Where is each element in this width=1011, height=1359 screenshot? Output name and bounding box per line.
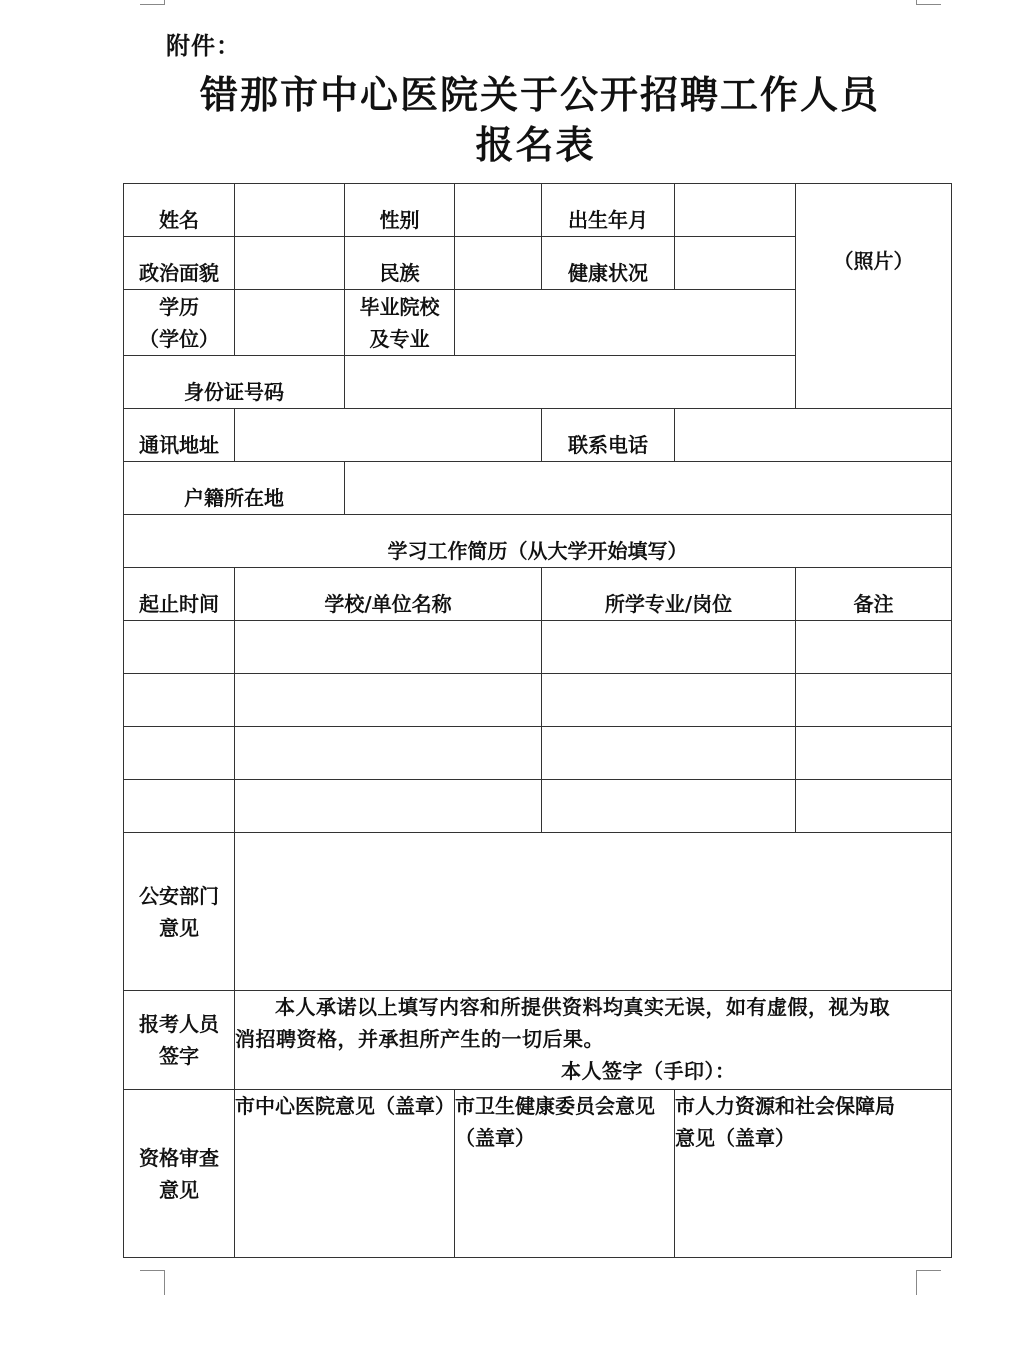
resume-section-title: 学习工作简历（从大学开始填写）: [124, 515, 952, 568]
political-label: 政治面貌: [124, 237, 235, 290]
crop-mark-top-right: [916, 0, 941, 5]
address-label: 通讯地址: [124, 409, 235, 462]
resume-major-cell[interactable]: [542, 621, 796, 674]
political-field[interactable]: [235, 237, 345, 290]
resume-note-cell[interactable]: [796, 674, 952, 727]
police-label-line2: 意见: [159, 915, 199, 940]
id-label: 身份证号码: [124, 356, 345, 409]
education-label: [124, 290, 235, 356]
promise-line1: 本人承诺以上填写内容和所提供资料均真实无误，如有虚假，视为取: [275, 995, 890, 1019]
health-commission-opinion-cell[interactable]: [455, 1090, 675, 1258]
name-label: 姓名: [124, 184, 235, 237]
school-label-line2: 及专业: [369, 326, 430, 351]
resume-major-cell[interactable]: [542, 780, 796, 833]
phone-field[interactable]: [675, 409, 952, 462]
review-label-line2: 意见: [159, 1177, 199, 1202]
resume-note-cell[interactable]: [796, 727, 952, 780]
school-field[interactable]: [455, 290, 796, 356]
crop-mark-top-left: [140, 0, 165, 5]
resume-school-cell[interactable]: [235, 621, 542, 674]
photo-box[interactable]: [796, 184, 952, 409]
health-label: 健康状况: [542, 237, 675, 290]
education-label-line2: （学位）: [139, 326, 219, 351]
ethnicity-label: 民族: [345, 237, 455, 290]
resume-row: [124, 780, 952, 833]
address-field[interactable]: [235, 409, 542, 462]
col-note-header: 备注: [796, 568, 952, 621]
resume-time-cell[interactable]: [124, 674, 235, 727]
hr-bureau-opinion-cell[interactable]: [675, 1090, 952, 1258]
hospital-opinion-label: 市中心医院意见（盖章）: [235, 1094, 455, 1118]
health-commission-label-line1: 市卫生健康委员会意见: [455, 1094, 655, 1118]
health-field[interactable]: [675, 237, 796, 290]
photo-label: （照片）: [833, 249, 914, 273]
promise-line2: 消招聘资格，并承担所产生的一切后果。: [235, 1027, 604, 1051]
resume-major-cell[interactable]: [542, 674, 796, 727]
review-label-line1: 资格审查: [139, 1145, 219, 1170]
resume-time-cell[interactable]: [124, 621, 235, 674]
applicant-sign-label: [124, 991, 235, 1090]
name-field[interactable]: [235, 184, 345, 237]
gender-field[interactable]: [455, 184, 542, 237]
education-field[interactable]: [235, 290, 345, 356]
crop-mark-bottom-right: [916, 1270, 941, 1295]
resume-row: [124, 621, 952, 674]
promise-statement[interactable]: [235, 991, 952, 1090]
hr-bureau-label-line1: 市人力资源和社会保障局: [675, 1094, 895, 1118]
phone-label: 联系电话: [542, 409, 675, 462]
registration-form-table: [123, 183, 952, 1258]
applicant-label-line2: 签字: [159, 1044, 199, 1068]
resume-school-cell[interactable]: [235, 780, 542, 833]
household-label: 户籍所在地: [124, 462, 345, 515]
page-subtitle: 报名表: [475, 123, 596, 167]
page-title: 错那市中心医院关于公开招聘工作人员: [199, 73, 880, 117]
hr-bureau-label-line2: 意见（盖章）: [675, 1126, 795, 1150]
resume-note-cell[interactable]: [796, 621, 952, 674]
resume-school-cell[interactable]: [235, 674, 542, 727]
col-time-header: 起止时间: [124, 568, 235, 621]
birth-label: 出生年月: [542, 184, 675, 237]
resume-note-cell[interactable]: [796, 780, 952, 833]
health-commission-label-line2: （盖章）: [455, 1126, 535, 1150]
school-label-line1: 毕业院校: [359, 294, 440, 319]
household-field[interactable]: [345, 462, 952, 515]
review-opinion-label: [124, 1090, 235, 1258]
hospital-opinion-cell[interactable]: [235, 1090, 455, 1258]
resume-major-cell[interactable]: [542, 727, 796, 780]
signature-label: 本人签字（手印）：: [561, 1059, 736, 1083]
resume-time-cell[interactable]: [124, 727, 235, 780]
resume-row: [124, 674, 952, 727]
police-opinion-field[interactable]: [235, 833, 952, 991]
resume-time-cell[interactable]: [124, 780, 235, 833]
applicant-label-line1: 报考人员: [139, 1012, 219, 1036]
education-label-line1: 学历: [159, 294, 199, 319]
police-label-line1: 公安部门: [139, 883, 219, 908]
col-school-header: 学校/单位名称: [235, 568, 542, 621]
police-opinion-label: [124, 833, 235, 991]
resume-row: [124, 727, 952, 780]
resume-school-cell[interactable]: [235, 727, 542, 780]
col-major-header: 所学专业/岗位: [542, 568, 796, 621]
id-field[interactable]: [345, 356, 796, 409]
attachment-label: 附件：: [166, 32, 241, 60]
gender-label: 性别: [345, 184, 455, 237]
ethnicity-field[interactable]: [455, 237, 542, 290]
birth-field[interactable]: [675, 184, 796, 237]
crop-mark-bottom-left: [140, 1270, 165, 1295]
school-label: [345, 290, 455, 356]
